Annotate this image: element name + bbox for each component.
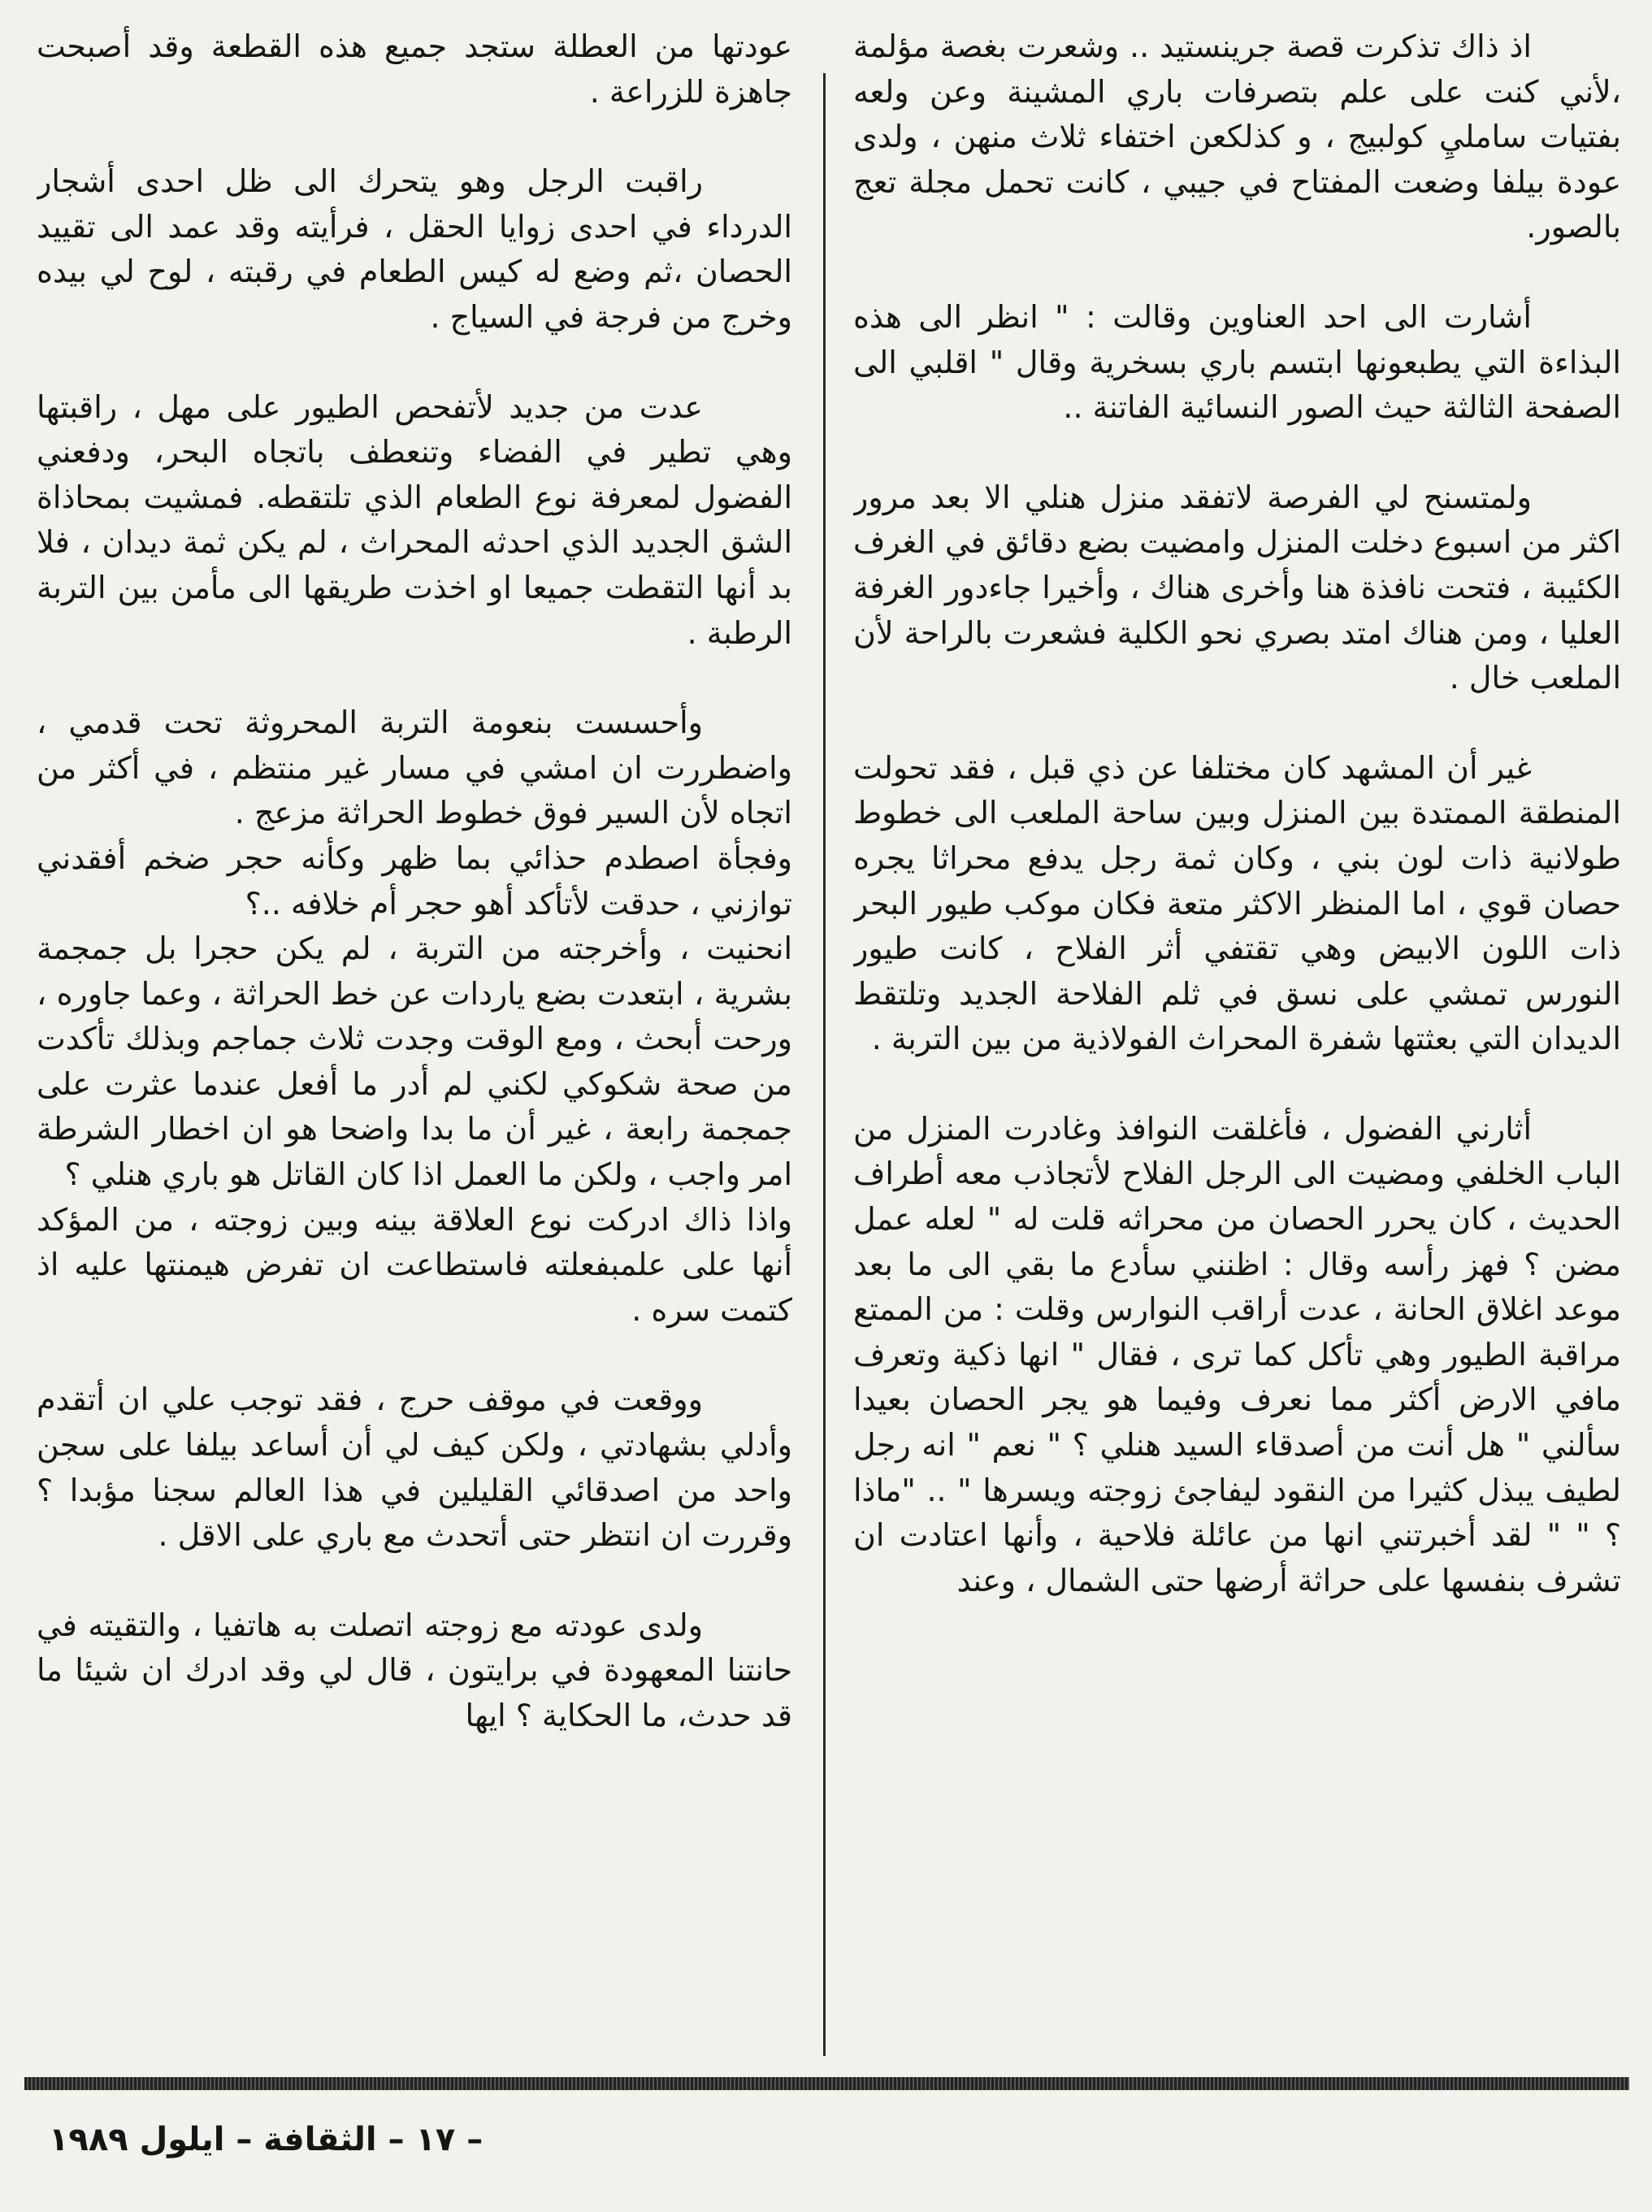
- paragraph: اذ ذاك تذكرت قصة جرينستيد .. وشعرت بغصة مؤلمة ،لأني كنت على علم بتصرفات باري المشينة وعن ولعه بفتيات سامليِ كولبيج ، و كذلكعن اختفاء ثلاث منهن ، ولدى عودة بيلفا وضعت المفتاح في جيبي ، كانت تحمل مجلة تعج بالصور.: [853, 28, 1621, 245]
- article-column-left: [37, 24, 792, 2032]
- paragraph: وفجأة اصطدم حذائي بما ظهر وكأنه حجر ضخم أفقدني توازني ، حدقت لأتأكد أهو حجر أم خلافه ..؟: [37, 839, 792, 922]
- paragraph: عودتها من العطلة ستجد جميع هذه القطعة وقد أصبحت جاهزة للزراعة .: [37, 28, 792, 110]
- paragraph: راقبت الرجل وهو يتحرك الى ظل احدى أشجار الدرداء في احدى زوايا الحقل ، فرأيته وقد عمد الى تقييد الحصان ،ثم وضع له كيس الطعام في رقبته ، لوح لي بيده وخرج من فرجة في السياج .: [37, 163, 792, 335]
- paragraph: عدت من جديد لأتفحص الطيور على مهل ، راقبتها وهي تطير في الفضاء وتنعطف باتجاه البحر، ودفعني الفضول لمعرفة نوع الطعام الذي تلتقطه. فمشيت بمحاذاة الشق الجديد الذي احدثه المحراث ، لم يكن ثمة ديدان ، فلا بد أنها التقطت جميعا او اخذت طريقها الى مأمن بين التربة الرطبة .: [37, 388, 792, 651]
- paragraph: انحنيت ، وأخرجته من التربة ، لم يكن حجرا بل جمجمة بشرية ، ابتعدت بضع ياردات عن خط الحراثة ، وعما جاوره ، ورحت أبحث ، ومع الوقت وجدت ثلاث جماجم وبذلك تأكدت من صحة شكوكي لكني لم أدر ما أفعل عندما عثرت على جمجمة رابعة ، غير أن ما بدا واضحا هو ان اخطار الشرطة امر واجب ، ولكن ما العمل اذا كان القاتل هو باري هنلي ؟: [37, 930, 792, 1193]
- paragraph: ولدى عودته مع زوجته اتصلت به هاتفيا ، والتقيته في حانتنا المعهودة في برايتون ، قال لي وقد ادرك ان شيئا ما قد حدث، ما الحكاية ؟ ايها: [37, 1607, 792, 1733]
- paragraph: وأحسست بنعومة التربة المحروثة تحت قدمي ، واضطررت ان امشي في مسار غير منتظم ، في أكثر من اتجاه لأن السير فوق خطوط الحراثة مزعج .: [37, 705, 792, 831]
- article-column-right: [853, 24, 1621, 2032]
- paragraph: ولمتسنح لي الفرصة لاتفقد منزل هنلي الا بعد مرور اكثر من اسبوع دخلت المنزل وامضيت بضع دقائق في الغرف الكئيبة ، فتحت نافذة هنا وأخرى هناك ، وأخيرا جاءدور الغرفة العليا ، ومن هناك امتد بصري نحو الكلية فشعرت بالراحة لأن الملعب خال .: [853, 479, 1621, 696]
- footer-rule: [24, 2077, 1629, 2090]
- paragraph: ووقعت في موقف حرج ، فقد توجب علي ان أتقدم وأدلي بشهادتي ، ولكن كيف لي أن أساعد بيلفا على سجن واحد من اصدقائي القليلين في هذا العالم سجنا مؤبدا ؟ وقررت ان انتظر حتى أتحدث مع باري على الاقل .: [37, 1381, 792, 1554]
- column-divider: [823, 73, 826, 2056]
- paragraph: غير أن المشهد كان مختلفا عن ذي قبل ، فقد تحولت المنطقة الممتدة بين المنزل وبين ساحة الملعب الى خطوط طولانية ذات لون بني ، وكان ثمة رجل يدفع محراثا يجره حصان قوي ، اما المنظر الاكثر متعة فكان موكب طيور البحر ذات اللون الابيض وهي تقتفي أثر الفلاح ، كانت طيور النورس تمشي على نسق في ثلم الفلاحة الجديد وتلتقط الديدان التي بعثتها شفرة المحراث الفولاذية من بين التربة .: [853, 749, 1621, 1057]
- paragraph: واذا ذاك ادركت نوع العلاقة بينه وبين زوجته ، من المؤكد أنها على علمبفعلته فاستطاعت ان تفرض هيمنتها عليه اذ كتمت سره .: [37, 1201, 792, 1328]
- paragraph: أثارني الفضول ، فأغلقت النوافذ وغادرت المنزل من الباب الخلفي ومضيت الى الرجل الفلاح لأتجاذب معه أطراف الحديث ، كان يحرر الحصان من محراثه قلت له " لعله عمل مضن ؟ فهز رأسه وقال : اظنني سأدع ما بقي الى ما بعد موعد اغلاق الحانة ، عدت أراقب النوارس وقلت : من الممتع مراقبة الطيور وهي تأكل كما ترى ، فقال " انها ذكية وتعرف مافي الارض أكثر مما نعرف وفيما هو يجر الحصان بعيدا سألني " هل أنت من أصدقاء السيد هنلي ؟ " نعم " انه رجل لطيف يبذل كثيرا من النقود ليفاجئ زوجته ويسرها " .. "ماذا ؟ " " لقد أخبرتني انها من عائلة فلاحية ، وأنها اعتادت ان تشرف بنفسها على حراثة أرضها حتى الشمال ، وعند: [853, 1110, 1621, 1598]
- paragraph: أشارت الى احد العناوين وقالت : " انظر الى هذه البذاءة التي يطبعونها ابتسم باري بسخرية وقال " اقلبي الى الصفحة الثالثة حيث الصور النسائية الفاتنة ..: [853, 298, 1621, 426]
- page-footer: – ١٧ – الثقافة – ايلول ١٩٨٩: [49, 2121, 483, 2158]
